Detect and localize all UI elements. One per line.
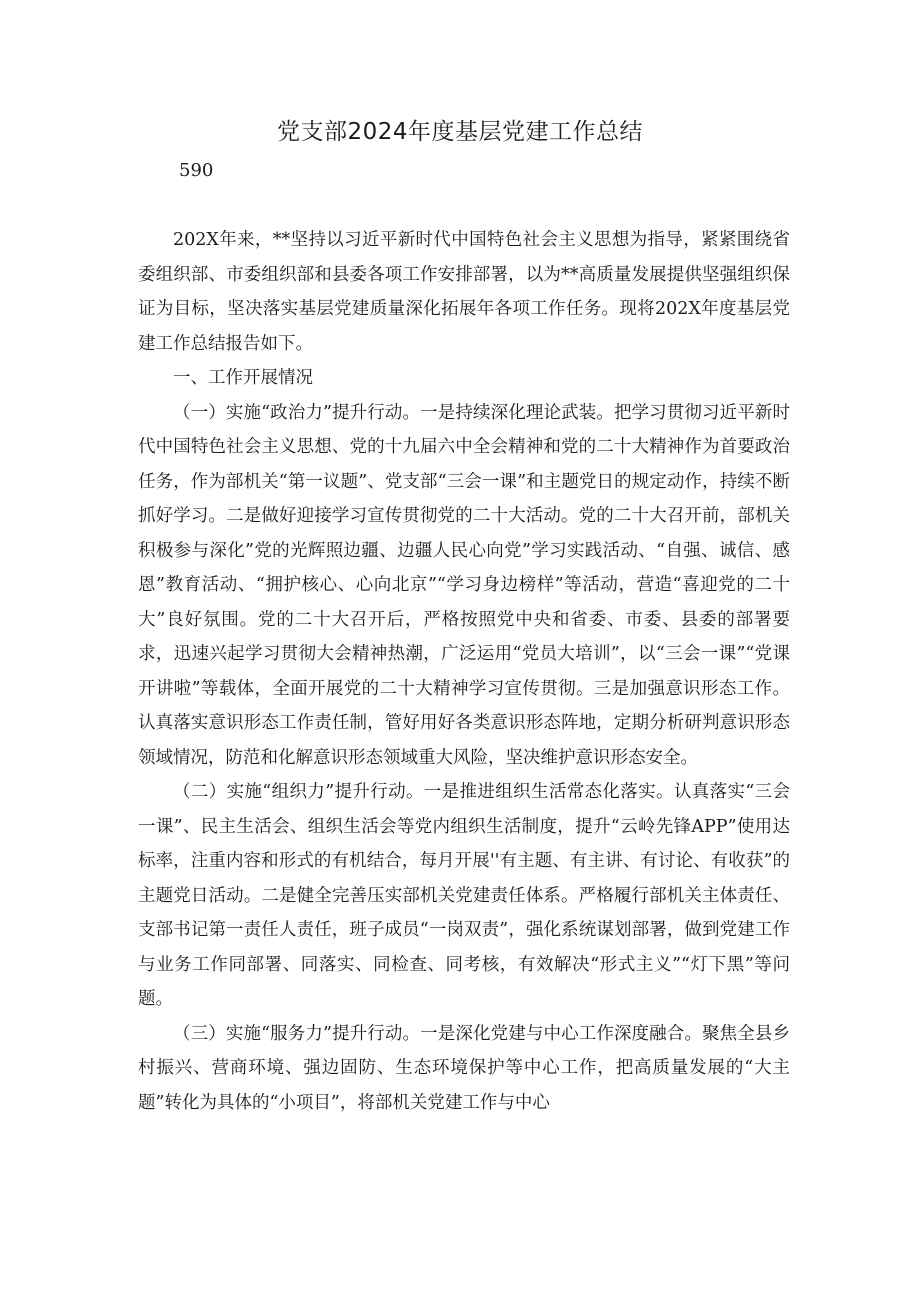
paragraph-service: （三）实施“服务力”提升行动。一是深化党建与中心工作深度融合。聚焦全县乡村振兴、营商环境、强边固防、生态环境保护等中心工作，把高质量发展的“大主题”转化为具体的“小项目”，将部机关党建工作与中心 (138, 1023, 790, 1113)
document-title: 党支部2024年度基层党建工作总结 (276, 119, 644, 145)
intro-paragraph: 202X年来，**坚持以习近平新时代中国特色社会主义思想为指导，紧紧围绕省委组织部、市委组织部和县委各项工作安排部署，以为**高质量发展提供坚强组织保证为目标，坚决落实基层党建质量深化拓展年各项工作任务。现将202X年度基层党建工作总结报告如下。 (138, 230, 790, 354)
document-number: 590 (179, 160, 214, 181)
document-body (138, 223, 790, 1120)
paragraph-political: （一）实施“政治力”提升行动。一是持续深化理论武装。把学习贯彻习近平新时代中国特色社会主义思想、党的十九届六中全会精神和党的二十大精神作为首要政治任务，作为部机关“第一议题”、党支部“三会一课”和主题党日的规定动作，持续不断抓好学习。二是做好迎接学习宣传贯彻党的二十大活动。党的二十大召开前，部机关积极参与深化”党的光辉照边疆、边疆人民心向党”学习实践活动、“自强、诚信、感恩”教育活动、“拥护核心、心向北京”“学习身边榜样”等活动，营造“喜迎党的二十大”良好氛围。党的二十大召开后，严格按照党中央和省委、市委、县委的部署要求，迅速兴起学习贯彻大会精神热潮，广泛运用“党员大培训”，以“三会一课”“党课开讲啦”等载体，全面开展党的二十大精神学习宣传贯彻。三是加强意识形态工作。认真落实意识形态工作责任制，管好用好各类意识形态阵地，定期分析研判意识形态领域情况，防范和化解意识形态领域重大风险，坚决维护意识形态安全。 (138, 402, 790, 768)
paragraph-organization: （二）实施“组织力”提升行动。一是推进组织生活常态化落实。认真落实“三会一课”、民主生活会、组织生活会等党内组织生活制度，提升“云岭先锋APP”使用达标率，注重内容和形式的有机结合，每月开展''有主题、有主讲、有讨论、有收获”的主题党日活动。二是健全完善压实部机关党建责任体系。严格履行部机关主体责任、支部书记第一责任人责任，班子成员“一岗双责”，强化系统谋划部署，做到党建工作与业务工作同部署、同落实、同检查、同考核，有效解决“形式主义”“灯下黑”等问题。 (138, 782, 790, 1009)
section-heading: 一、工作开展情况 (173, 368, 313, 388)
